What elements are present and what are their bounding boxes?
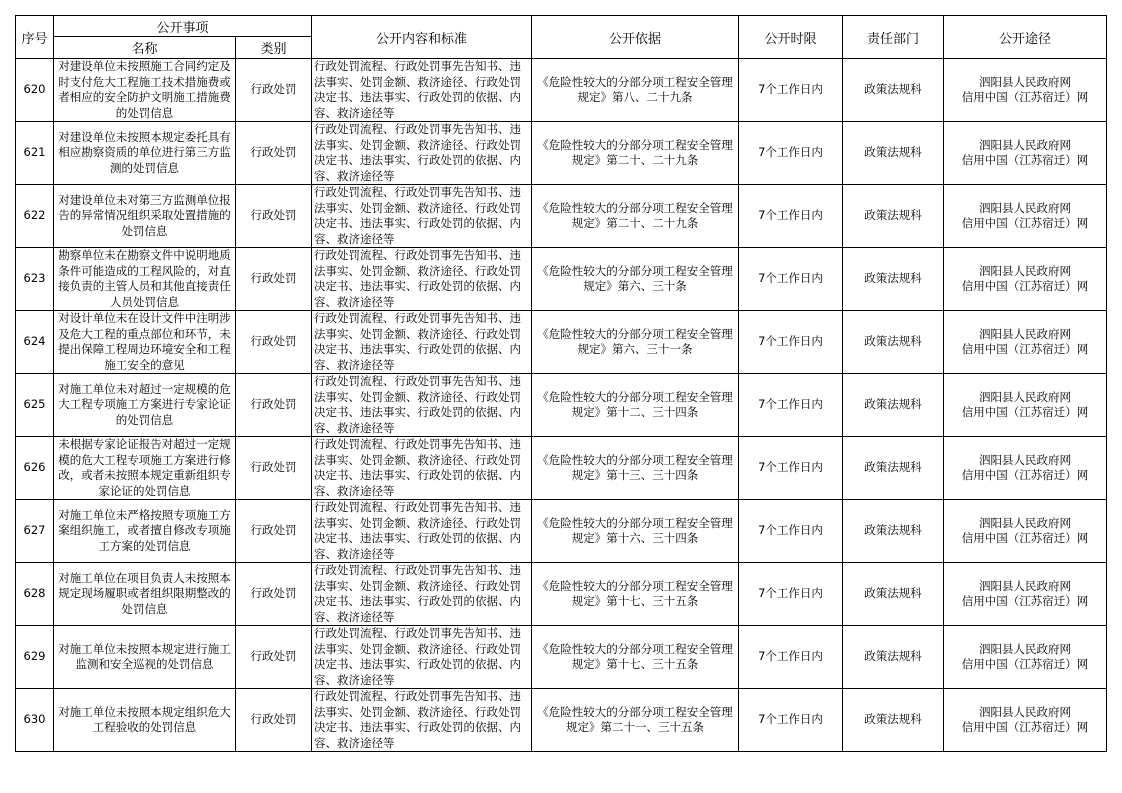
- row-name-text: 对施工单位未按照本规定进行施工监测和安全巡视的处罚信息: [58, 641, 231, 671]
- header-basis: 公开依据: [532, 16, 739, 59]
- row-content-text: 行政处罚流程、行政处罚事先告知书、违法事实、处罚金额、救济途径、行政处罚决定书、违法事实、行政处罚的依据、内容、救济途径等: [314, 689, 522, 750]
- row-channel: [944, 185, 1107, 248]
- row-seq: 629: [16, 626, 54, 689]
- row-time-limit: 7个工作日内: [739, 59, 843, 122]
- row-basis-text: 《危险性较大的分部分项工程安全管理规定》第六、三十条: [537, 263, 733, 293]
- row-basis: [532, 311, 739, 374]
- row-time-limit: 7个工作日内: [739, 563, 843, 626]
- row-seq: 620: [16, 59, 54, 122]
- row-name: [54, 626, 236, 689]
- row-channel: [944, 59, 1107, 122]
- row-seq: 628: [16, 563, 54, 626]
- header-category: 类别: [236, 37, 312, 59]
- row-content: [312, 500, 532, 563]
- row-name-text: 对设计单位未在设计文件中注明涉及危大工程的重点部位和环节，未提出保障工程周边环境安全和工程施工安全的意见: [58, 311, 231, 372]
- row-name-text: 对施工单位在项目负责人未按照本规定现场履职或者组织限期整改的处罚信息: [58, 570, 231, 616]
- row-channel: [944, 689, 1107, 752]
- row-basis: [532, 689, 739, 752]
- row-basis: [532, 248, 739, 311]
- header-department: 责任部门: [843, 16, 944, 59]
- row-content: [312, 437, 532, 500]
- table-row: [16, 437, 1107, 500]
- channel-county-gov: 泗阳县人民政府网: [979, 578, 1072, 593]
- row-name: [54, 248, 236, 311]
- row-content: [312, 626, 532, 689]
- row-basis: [532, 563, 739, 626]
- row-channel: [944, 563, 1107, 626]
- row-basis-text: 《危险性较大的分部分项工程安全管理规定》第二十一、三十五条: [537, 704, 733, 734]
- row-name: [54, 311, 236, 374]
- row-seq: 627: [16, 500, 54, 563]
- row-basis: [532, 122, 739, 185]
- row-basis-text: 《危险性较大的分部分项工程安全管理规定》第二十、二十九条: [537, 137, 733, 167]
- row-name-text: 对施工单位未对超过一定规模的危大工程专项施工方案进行专家论证的处罚信息: [58, 381, 231, 427]
- row-basis: [532, 59, 739, 122]
- row-content-text: 行政处罚流程、行政处罚事先告知书、违法事实、处罚金额、救济途径、行政处罚决定书、违法事实、行政处罚的依据、内容、救济途径等: [314, 500, 522, 561]
- channel-county-gov: 泗阳县人民政府网: [979, 704, 1072, 719]
- row-name-text: 对施工单位未按照本规定组织危大工程验收的处罚信息: [58, 704, 231, 734]
- channel-credit-china: 信用中国（江苏宿迁）网: [961, 216, 1089, 230]
- row-department: 政策法规科: [843, 122, 944, 185]
- row-basis-text: 《危险性较大的分部分项工程安全管理规定》第六、三十一条: [537, 326, 733, 356]
- row-category: 行政处罚: [236, 563, 312, 626]
- row-name: [54, 500, 236, 563]
- row-basis: [532, 185, 739, 248]
- table-row: [16, 500, 1107, 563]
- table-row: [16, 374, 1107, 437]
- row-content: [312, 122, 532, 185]
- row-name: [54, 122, 236, 185]
- row-content: [312, 689, 532, 752]
- channel-county-gov: 泗阳县人民政府网: [979, 263, 1072, 278]
- row-category: 行政处罚: [236, 626, 312, 689]
- row-basis: [532, 626, 739, 689]
- channel-credit-china: 信用中国（江苏宿迁）网: [961, 594, 1089, 608]
- row-category: 行政处罚: [236, 689, 312, 752]
- channel-credit-china: 信用中国（江苏宿迁）网: [961, 342, 1089, 356]
- row-name: [54, 185, 236, 248]
- row-basis-text: 《危险性较大的分部分项工程安全管理规定》第二十、二十九条: [537, 200, 733, 230]
- row-basis-text: 《危险性较大的分部分项工程安全管理规定》第十三、三十四条: [537, 452, 733, 482]
- row-content: [312, 311, 532, 374]
- row-content-text: 行政处罚流程、行政处罚事先告知书、违法事实、处罚金额、救济途径、行政处罚决定书、违法事实、行政处罚的依据、内容、救济途径等: [314, 122, 522, 183]
- row-seq: 624: [16, 311, 54, 374]
- header-name: 名称: [54, 37, 236, 59]
- row-channel: [944, 248, 1107, 311]
- row-category: 行政处罚: [236, 59, 312, 122]
- channel-credit-china: 信用中国（江苏宿迁）网: [961, 531, 1089, 545]
- header-channel: 公开途径: [944, 16, 1107, 59]
- row-time-limit: 7个工作日内: [739, 374, 843, 437]
- table-body: [16, 59, 1107, 752]
- channel-county-gov: 泗阳县人民政府网: [979, 200, 1072, 215]
- row-category: 行政处罚: [236, 311, 312, 374]
- row-seq: 625: [16, 374, 54, 437]
- row-category: 行政处罚: [236, 500, 312, 563]
- channel-credit-china: 信用中国（江苏宿迁）网: [961, 720, 1089, 734]
- row-name: [54, 374, 236, 437]
- channel-county-gov: 泗阳县人民政府网: [979, 515, 1072, 530]
- table-row: [16, 248, 1107, 311]
- header-item-group: 公开事项: [54, 16, 312, 37]
- row-department: 政策法规科: [843, 248, 944, 311]
- row-time-limit: 7个工作日内: [739, 500, 843, 563]
- channel-credit-china: 信用中国（江苏宿迁）网: [961, 153, 1089, 167]
- channel-credit-china: 信用中国（江苏宿迁）网: [961, 90, 1089, 104]
- channel-credit-china: 信用中国（江苏宿迁）网: [961, 405, 1089, 419]
- row-channel: [944, 437, 1107, 500]
- row-name: [54, 59, 236, 122]
- row-basis-text: 《危险性较大的分部分项工程安全管理规定》第八、二十九条: [537, 74, 733, 104]
- row-name-text: 勘察单位未在勘察文件中说明地质条件可能造成的工程风险的，对直接负责的主管人员和其他直接责任人员处罚信息: [58, 248, 231, 309]
- row-content: [312, 248, 532, 311]
- row-basis: [532, 374, 739, 437]
- row-seq: 626: [16, 437, 54, 500]
- row-basis-text: 《危险性较大的分部分项工程安全管理规定》第十七、三十五条: [537, 578, 733, 608]
- row-time-limit: 7个工作日内: [739, 122, 843, 185]
- row-content-text: 行政处罚流程、行政处罚事先告知书、违法事实、处罚金额、救济途径、行政处罚决定书、违法事实、行政处罚的依据、内容、救济途径等: [314, 437, 522, 498]
- row-basis-text: 《危险性较大的分部分项工程安全管理规定》第十二、三十四条: [537, 389, 733, 419]
- table-row: [16, 689, 1107, 752]
- row-content-text: 行政处罚流程、行政处罚事先告知书、违法事实、处罚金额、救济途径、行政处罚决定书、违法事实、行政处罚的依据、内容、救济途径等: [314, 374, 522, 435]
- row-time-limit: 7个工作日内: [739, 185, 843, 248]
- row-seq: 621: [16, 122, 54, 185]
- row-content-text: 行政处罚流程、行政处罚事先告知书、违法事实、处罚金额、救济途径、行政处罚决定书、违法事实、行政处罚的依据、内容、救济途径等: [314, 59, 522, 120]
- row-name-text: 对建设单位未按照本规定委托具有相应勘察资质的单位进行第三方监测的处罚信息: [58, 129, 231, 175]
- header-seq: 序号: [16, 16, 54, 59]
- channel-credit-china: 信用中国（江苏宿迁）网: [961, 657, 1089, 671]
- row-content-text: 行政处罚流程、行政处罚事先告知书、违法事实、处罚金额、救济途径、行政处罚决定书、违法事实、行政处罚的依据、内容、救济途径等: [314, 311, 522, 372]
- channel-county-gov: 泗阳县人民政府网: [979, 326, 1072, 341]
- row-name-text: 对施工单位未严格按照专项施工方案组织施工，或者擅自修改专项施工方案的处罚信息: [58, 507, 231, 553]
- table-row: [16, 59, 1107, 122]
- row-department: 政策法规科: [843, 437, 944, 500]
- row-basis-text: 《危险性较大的分部分项工程安全管理规定》第十七、三十五条: [537, 641, 733, 671]
- row-department: 政策法规科: [843, 689, 944, 752]
- row-name: [54, 563, 236, 626]
- row-basis: [532, 500, 739, 563]
- row-content-text: 行政处罚流程、行政处罚事先告知书、违法事实、处罚金额、救济途径、行政处罚决定书、违法事实、行政处罚的依据、内容、救济途径等: [314, 563, 522, 624]
- row-content-text: 行政处罚流程、行政处罚事先告知书、违法事实、处罚金额、救济途径、行政处罚决定书、违法事实、行政处罚的依据、内容、救济途径等: [314, 248, 522, 309]
- header-time-limit: 公开时限: [739, 16, 843, 59]
- row-channel: [944, 626, 1107, 689]
- row-department: 政策法规科: [843, 563, 944, 626]
- table-row: [16, 626, 1107, 689]
- row-department: 政策法规科: [843, 311, 944, 374]
- row-channel: [944, 374, 1107, 437]
- row-time-limit: 7个工作日内: [739, 248, 843, 311]
- channel-county-gov: 泗阳县人民政府网: [979, 389, 1072, 404]
- row-time-limit: 7个工作日内: [739, 437, 843, 500]
- table-row: [16, 185, 1107, 248]
- row-department: 政策法规科: [843, 500, 944, 563]
- row-department: 政策法规科: [843, 626, 944, 689]
- channel-credit-china: 信用中国（江苏宿迁）网: [961, 468, 1089, 482]
- row-department: 政策法规科: [843, 59, 944, 122]
- row-category: 行政处罚: [236, 185, 312, 248]
- row-name-text: 未根据专家论证报告对超过一定规模的危大工程专项施工方案进行修改，或者未按照本规定重新组织专家论证的处罚信息: [58, 437, 231, 498]
- row-category: 行政处罚: [236, 248, 312, 311]
- disclosure-table: [15, 15, 1107, 752]
- row-department: 政策法规科: [843, 185, 944, 248]
- row-time-limit: 7个工作日内: [739, 311, 843, 374]
- row-name-text: 对建设单位未按照施工合同约定及时支付危大工程施工技术措施费或者相应的安全防护文明施工措施费的处罚信息: [58, 59, 231, 120]
- row-seq: 622: [16, 185, 54, 248]
- row-category: 行政处罚: [236, 374, 312, 437]
- channel-county-gov: 泗阳县人民政府网: [979, 137, 1072, 152]
- row-category: 行政处罚: [236, 437, 312, 500]
- row-content: [312, 563, 532, 626]
- row-content: [312, 374, 532, 437]
- row-name-text: 对建设单位未对第三方监测单位报告的异常情况组织采取处置措施的处罚信息: [58, 192, 231, 238]
- table-row: [16, 311, 1107, 374]
- table-row: [16, 122, 1107, 185]
- row-channel: [944, 311, 1107, 374]
- channel-county-gov: 泗阳县人民政府网: [979, 641, 1072, 656]
- row-channel: [944, 500, 1107, 563]
- row-category: 行政处罚: [236, 122, 312, 185]
- channel-credit-china: 信用中国（江苏宿迁）网: [961, 279, 1089, 293]
- row-basis: [532, 437, 739, 500]
- row-time-limit: 7个工作日内: [739, 689, 843, 752]
- channel-county-gov: 泗阳县人民政府网: [979, 74, 1072, 89]
- table-row: [16, 563, 1107, 626]
- row-name: [54, 689, 236, 752]
- row-name: [54, 437, 236, 500]
- row-content: [312, 59, 532, 122]
- row-content-text: 行政处罚流程、行政处罚事先告知书、违法事实、处罚金额、救济途径、行政处罚决定书、违法事实、行政处罚的依据、内容、救济途径等: [314, 626, 522, 687]
- row-time-limit: 7个工作日内: [739, 626, 843, 689]
- row-content: [312, 185, 532, 248]
- disclosure-table-sheet: [15, 15, 1107, 752]
- row-channel: [944, 122, 1107, 185]
- row-department: 政策法规科: [843, 374, 944, 437]
- row-seq: 630: [16, 689, 54, 752]
- channel-county-gov: 泗阳县人民政府网: [979, 452, 1072, 467]
- row-basis-text: 《危险性较大的分部分项工程安全管理规定》第十六、三十四条: [537, 515, 733, 545]
- header-content: 公开内容和标准: [312, 16, 532, 59]
- row-seq: 623: [16, 248, 54, 311]
- row-content-text: 行政处罚流程、行政处罚事先告知书、违法事实、处罚金额、救济途径、行政处罚决定书、违法事实、行政处罚的依据、内容、救济途径等: [314, 185, 522, 246]
